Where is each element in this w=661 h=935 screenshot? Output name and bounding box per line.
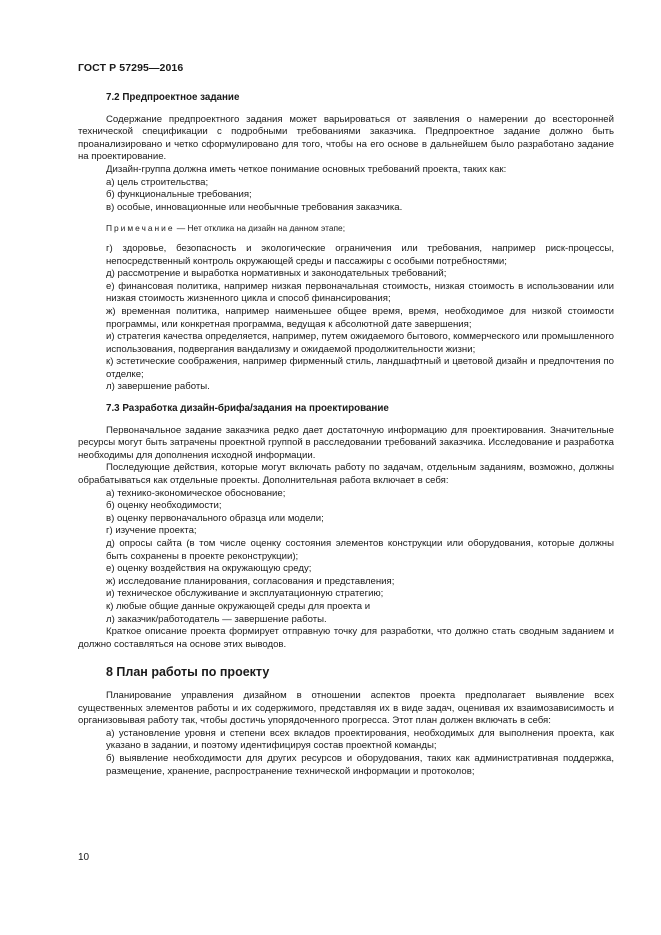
list-item: в) особые, инновационные или необычные требования заказчика.: [106, 201, 403, 213]
list-item: а) установление уровня и степени всех вкладов проектирования, необходимых для выполнения проекта, как указано в задании, и поэтому идентифицируя состав проектной команды;: [106, 727, 614, 752]
list-item: к) эстетические соображения, например фирменный стиль, ландшафтный и цветовой дизайн и предпочтения по отделке;: [106, 356, 614, 380]
note: [78, 222, 614, 235]
list-item: б) функциональные требования;: [106, 189, 252, 201]
note-text: — Нет отклика на дизайн на данном этапе;: [174, 223, 346, 234]
list-item: л) заказчик/работодатель — завершение работы.: [106, 613, 327, 625]
list-item: б) оценку необходимости;: [106, 500, 222, 512]
document-body: [78, 92, 614, 778]
list-item: е) оценку воздействия на окружающую среду;: [106, 563, 312, 575]
paragraph: Содержание предпроектного задания может варьироваться от заявления о намерении до всесторонней технической спецификации с подробными требованиями заказчика. Предпроектное задание должно быть проанализировано и четко сформулировано для того, чтобы на его основе в дальнейшем было разработано задание на проектирование.: [78, 113, 614, 163]
list-item: и) стратегия качества определяется, например, путем ожидаемого бытового, коммерческого или промышленного использования, подвергания вандализму и ожидаемой продолжительности жизни;: [106, 331, 614, 355]
list-item: ж) исследование планирования, согласования и представления;: [106, 575, 395, 587]
list-item: г) изучение проекта;: [106, 525, 197, 537]
list-item: е) финансовая политика, например низкая первоначальная стоимость, низкая стоимость в использовании или низкая стоимость жизненного цикла и способ финансирования;: [106, 280, 614, 305]
section-7-2-heading: 7.2 Предпроектное задание: [106, 92, 240, 103]
document-header: ГОСТ Р 57295—2016: [78, 62, 184, 74]
paragraph: Последующие действия, которые могут включать работу по задачам, отдельным заданиям, возможно, должны обрабатываться как отдельные проекты. Дополнительная работа включает в себя:: [78, 462, 614, 487]
list-item: д) опросы сайта (в том числе оценку состояния элементов конструкции или оборудования, которые должны быть сохранены в проекте реконструкции);: [106, 538, 614, 562]
paragraph: Дизайн-группа должна иметь четкое понимание основных требований проекта, таких как:: [106, 163, 507, 175]
list-item: ж) временная политика, например наименьшее общее время, время, необходимое для низкой стоимости программы, или конкретная программа, ведущая к абсолютной дате завершения;: [106, 305, 614, 330]
section-7-3-heading: 7.3 Разработка дизайн-брифа/задания на проектирование: [106, 403, 389, 415]
paragraph: Первоначальное задание заказчика редко дает достаточную информацию для проектирования. Значительные ресурсы могут быть затрачены проектной группой в расследовании требований заказчика. Исследование и разработка необходимы для дополнения исходной информации.: [78, 424, 614, 461]
page-number: 10: [78, 852, 90, 863]
list-item: к) любые общие данные окружающей среды для проекта и: [106, 600, 371, 612]
section-8-heading: 8 План работы по проекту: [106, 665, 270, 680]
list-item: л) завершение работы.: [106, 381, 210, 393]
paragraph: Планирование управления дизайном в отношении аспектов проекта предполагает выявление всех существенных элементов работы и их содержимого, представляя их в виде задач, оценивая их взаимозависимость и организовывая работу так, чтобы достичь упорядоченного прогресса. Этот план должен включать в себя:: [78, 689, 614, 727]
paragraph: Краткое описание проекта формирует отправную точку для разработки, что должно стать сводным заданием и должно составляться на основе этих выводов.: [78, 626, 614, 650]
list-item: а) цель строительства;: [106, 176, 209, 188]
list-item: а) технико-экономическое обоснование;: [106, 487, 286, 499]
list-item: г) здоровье, безопасность и экологические ограничения или требования, например риск-процессы, непосредственный контроль окружающей среды и пассажиры с особыми потребностями;: [106, 242, 614, 267]
list-item: и) техническое обслуживание и эксплуатационную стратегию;: [106, 588, 384, 600]
list-item: д) рассмотрение и выработка нормативных и законодательных требований;: [106, 268, 447, 280]
list-item: б) выявление необходимости для других ресурсов и оборудования, таких как административная поддержка, размещение, хранение, распространение технической информации и протоколов;: [106, 752, 614, 777]
note-label: Примечание: [106, 223, 175, 234]
list-item: в) оценку первоначального образца или модели;: [106, 512, 324, 524]
